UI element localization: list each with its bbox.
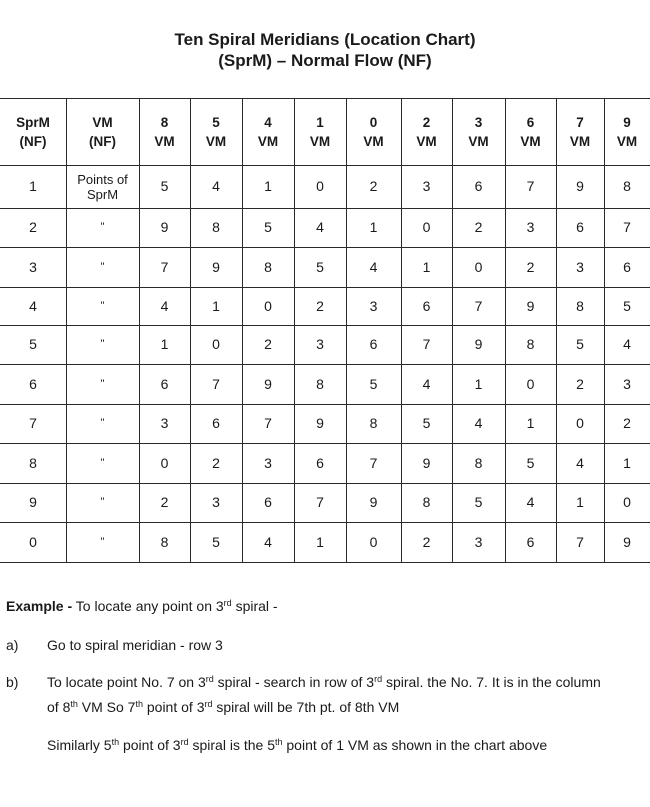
item-b-line-2: of 8th VM So 7th point of 3rd spiral will be 7th pt. of 8th VM	[47, 699, 400, 715]
table-cell: 4	[422, 375, 431, 392]
table-cell: 8	[212, 219, 220, 235]
table-cell: 4	[212, 178, 220, 194]
table-cell: 5	[212, 533, 220, 550]
table-cell: 1	[29, 178, 37, 194]
table-cell: 5	[526, 454, 535, 471]
table-cell: 8	[369, 415, 378, 431]
table-cell: 6	[316, 454, 324, 471]
table-cell: 8	[422, 494, 431, 510]
table-cell: 0	[264, 297, 272, 314]
table-cell: "	[100, 299, 105, 312]
table-header-cell: 8 VM	[154, 114, 175, 149]
table-cell: 4	[316, 219, 324, 235]
table-cell: 5	[422, 415, 431, 431]
table-cell: 9	[369, 494, 378, 510]
table-cell: 2	[474, 219, 483, 235]
table-cell: 2	[369, 178, 378, 194]
table-cell: "	[100, 221, 105, 233]
table-header-cell: VM (NF)	[89, 114, 116, 149]
table-cell: 1	[576, 494, 584, 510]
table-cell: "	[100, 260, 105, 273]
table-cell: 2	[526, 258, 535, 275]
table-cell: 4	[160, 297, 169, 314]
table-cell: "	[100, 338, 105, 350]
table-cell: 3	[576, 258, 584, 275]
table-cell: 9	[474, 336, 483, 352]
table-cell: 6	[264, 494, 272, 510]
table-cell: 9	[422, 454, 431, 471]
table-cell: "	[100, 535, 105, 548]
table-cell: 6	[212, 415, 220, 431]
table-cell: 3	[369, 297, 378, 314]
table-cell: 2	[29, 219, 37, 235]
table-cell: 2	[576, 375, 584, 392]
table-cell: 8	[316, 375, 324, 392]
table-cell: 3	[316, 336, 324, 352]
table-cell: 7	[264, 415, 272, 431]
example-intro: Example - To locate any point on 3rd spiral -	[6, 598, 278, 614]
table-header-cell: 4 VM	[257, 114, 279, 149]
table-cell: 9	[160, 219, 169, 235]
table-header-cell: SprM (NF)	[16, 114, 50, 149]
table-cell: 1	[316, 533, 324, 550]
table-cell: 2	[212, 454, 220, 471]
table-cell: 7	[212, 375, 220, 392]
table-cell: 0	[29, 533, 37, 550]
item-b-line-1: To locate point No. 7 on 3rd spiral - search in row of 3rd spiral. the No. 7. It is in the column	[47, 674, 601, 690]
table-cell: 0	[369, 533, 378, 550]
table-cell: 4	[623, 336, 631, 352]
table-cell: 2	[160, 494, 169, 510]
table-cell: 7	[526, 178, 535, 194]
table-header-cell: 9 VM	[616, 114, 638, 149]
table-cell: 0	[576, 415, 584, 431]
table-cell: 8	[160, 533, 169, 550]
table-cell: 1	[474, 375, 483, 392]
table-cell: 3	[160, 415, 169, 431]
table-header-cell: 0 VM	[363, 114, 384, 149]
table-cell: 6	[526, 533, 535, 550]
table-cell: 3	[212, 494, 220, 510]
table-cell: 9	[29, 494, 37, 510]
table-cell: 4	[29, 297, 37, 314]
table-cell: 8	[576, 297, 584, 314]
table-cell: 3	[422, 178, 431, 194]
table-cell: 3	[474, 533, 483, 550]
table-cell: 7	[369, 454, 378, 471]
table-cell: 8	[526, 336, 535, 352]
table-cell: 6	[422, 297, 431, 314]
item-b-marker: b)	[6, 674, 19, 690]
table-cell: 4	[369, 258, 378, 275]
table-cell: 9	[623, 533, 631, 550]
table-cell: Points of SprM	[77, 171, 128, 202]
table-cell: 6	[474, 178, 483, 194]
table-cell: 1	[264, 178, 272, 194]
table-cell: 3	[623, 375, 631, 392]
table-cell: 4	[474, 415, 483, 431]
table-header-cell: 6 VM	[520, 114, 541, 149]
table-cell: 2	[316, 297, 324, 314]
table-cell: 2	[422, 533, 431, 550]
table-cell: 6	[29, 375, 37, 392]
example-label: Example -	[6, 598, 73, 614]
table-cell: 5	[316, 258, 324, 275]
table-header-cell: 1 VM	[309, 114, 331, 149]
table-cell: 8	[264, 258, 272, 275]
item-a-text: Go to spiral meridian - row 3	[47, 637, 223, 653]
table-cell: 1	[422, 258, 431, 275]
table-cell: 1	[623, 454, 631, 471]
table-cell: 7	[474, 297, 483, 314]
table-cell: 7	[576, 533, 584, 550]
item-a-marker: a)	[6, 637, 19, 653]
table-cell: 9	[316, 415, 324, 431]
table-cell: 5	[576, 336, 584, 352]
table-cell: 1	[160, 336, 169, 352]
table-cell: 9	[576, 178, 584, 194]
table-cell: "	[100, 496, 105, 508]
table-cell: 7	[623, 219, 631, 235]
page-title: Ten Spiral Meridians (Location Chart)	[174, 30, 476, 49]
table-cell: 8	[623, 178, 631, 194]
table-header-cell: 7 VM	[569, 114, 591, 149]
table-cell: 5	[474, 494, 483, 510]
page-subtitle: (SprM) – Normal Flow (NF)	[218, 51, 432, 70]
table-cell: 3	[29, 258, 37, 275]
table-cell: 9	[264, 375, 272, 392]
table-cell: 1	[369, 219, 378, 235]
table-cell: 3	[526, 219, 535, 235]
table-cell: 9	[212, 258, 220, 275]
table-cell: 3	[264, 454, 272, 471]
table-cell: 5	[369, 375, 378, 392]
table-cell: 0	[422, 219, 431, 235]
table-cell: 6	[160, 375, 169, 392]
table-cell: 0	[526, 375, 535, 392]
table-cell: 9	[526, 297, 535, 314]
table-cell: 6	[369, 336, 378, 352]
table-header-cell: 5 VM	[205, 114, 227, 149]
item-b-line-3: Similarly 5th point of 3rd spiral is the 5th point of 1 VM as shown in the chart above	[47, 737, 548, 753]
table-cell: 0	[474, 258, 483, 275]
table-cell: 0	[212, 336, 220, 352]
table-cell: 7	[422, 336, 431, 352]
table-cell: 4	[576, 454, 584, 471]
table-cell: 5	[29, 336, 37, 352]
table-cell: 8	[29, 454, 37, 471]
table-header-cell: 3 VM	[468, 114, 489, 149]
table-cell: "	[100, 456, 105, 469]
table-cell: 1	[212, 297, 220, 314]
table-cell: 5	[160, 178, 169, 194]
table-cell: 5	[264, 219, 272, 235]
table-cell: 6	[576, 219, 584, 235]
table-cell: 0	[160, 454, 169, 471]
table-cell: 4	[526, 494, 535, 510]
table-cell: 2	[623, 415, 631, 431]
table-cell: 2	[264, 336, 272, 352]
table-header-cell: 2 VM	[416, 114, 437, 149]
table-cell: "	[100, 377, 105, 390]
table-cell: "	[100, 417, 105, 429]
table-cell: 6	[623, 258, 631, 275]
table-cell: 5	[623, 297, 631, 314]
table-cell: 0	[623, 494, 631, 510]
table-cell: 8	[474, 454, 483, 471]
table-cell: 7	[316, 494, 324, 510]
table-cell: 0	[316, 178, 324, 194]
table-cell: 1	[526, 415, 535, 431]
table-cell: 7	[29, 415, 37, 431]
table-cell: 4	[264, 533, 272, 550]
table-cell: 7	[160, 258, 169, 275]
